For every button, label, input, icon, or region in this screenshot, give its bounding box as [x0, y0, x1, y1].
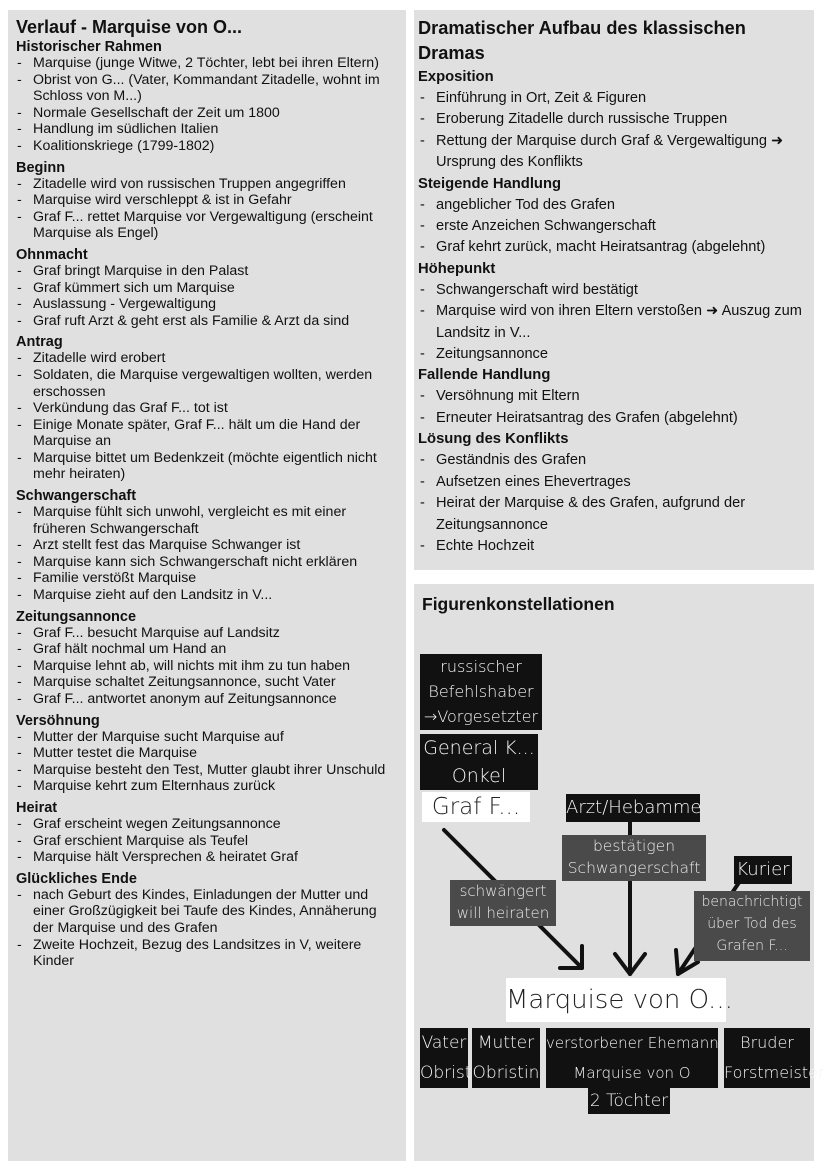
general-line-2: Onkel — [451, 765, 507, 787]
section-title: Schwangerschaft — [16, 488, 137, 505]
impregnates-line-2: will heiraten — [456, 904, 550, 922]
daughters-box — [588, 1088, 670, 1114]
mother-line-2: Obristin — [472, 1063, 540, 1083]
mother-line-1: Mutter — [477, 1033, 535, 1053]
list-item: - Familie verstößt Marquise — [16, 570, 398, 587]
confirm-line-2: Schwangerschaft — [567, 859, 701, 877]
list-item: - Zitadelle wird von russischen Truppen angegriffen — [16, 176, 398, 193]
section-title: Höhepunkt — [418, 260, 496, 277]
section-list — [418, 280, 810, 366]
list-item: - Aufsetzen eines Ehevertrages — [418, 472, 810, 493]
impregnates-box — [450, 880, 556, 926]
section-title: Exposition — [418, 69, 494, 85]
list-item: - Marquise besteht den Test, Mutter glaubt ihrer Unschuld — [16, 762, 398, 779]
list-item: - Zeitungsannonce — [418, 344, 810, 365]
russian-line-3: →Vorgesetzter — [423, 707, 539, 726]
list-item: - Graf F... rettet Marquise vor Vergewaltigung (erscheint Marquise als Engel) — [16, 209, 398, 242]
course-panel — [8, 10, 406, 1161]
section-title: Lösung des Konflikts — [418, 431, 569, 448]
notified-line-2: über Tod des — [707, 916, 797, 932]
section-title: Zeitungsannonce — [16, 608, 137, 625]
section-title: Ohnmacht — [16, 246, 88, 263]
late-husband-line-1: verstorbener Ehemann — [546, 1034, 719, 1052]
impregnates-line-1: schwängert — [459, 882, 547, 900]
list-item: - Marquise hält Versprechen & heiratet Graf — [16, 849, 398, 866]
list-item: - nach Geburt des Kindes, Einladungen der Mutter und einer Großzügigkeit bei Taufe des Kindes, Annäherung der Marquise und des Grafen — [16, 887, 398, 937]
section-list — [16, 176, 398, 242]
father-line-1: Vater — [421, 1033, 467, 1053]
section-list — [16, 816, 398, 866]
list-item: - Normale Gesellschaft der Zeit um 1800 — [16, 105, 398, 122]
section-list — [418, 195, 810, 259]
list-item: - Zitadelle wird erobert — [16, 350, 398, 367]
course-title: Verlauf - Marquise von O... — [16, 17, 243, 37]
list-item: - Marquise fühlt sich unwohl, vergleicht es mit einer früheren Schwangerschaft — [16, 504, 398, 537]
course-sections — [16, 39, 398, 970]
kurier-label: Kurier — [736, 859, 790, 880]
general-line-1: General K... — [423, 737, 535, 759]
list-item: - Graf kehrt zurück, macht Heiratsantrag (abgelehnt) — [418, 237, 810, 258]
notified-line-3: Grafen F... — [716, 938, 788, 954]
section-list — [418, 88, 810, 174]
list-item: - Graf erscheint wegen Zeitungsannonce — [16, 816, 398, 833]
section-title: Glückliches Ende — [16, 870, 137, 887]
list-item: - Einführung in Ort, Zeit & Figuren — [418, 88, 810, 109]
list-item: - Marquise (junge Witwe, 2 Töchter, lebt bei ihren Eltern) — [16, 55, 398, 72]
figure-constellation-title: Figurenkonstellationen — [422, 594, 615, 614]
list-item: - Graf F... antwortet anonym auf Zeitungsannonce — [16, 691, 398, 708]
section-list — [418, 450, 810, 557]
section-title: Historischer Rahmen — [16, 39, 162, 55]
figure-constellation-panel — [414, 584, 825, 1161]
section-title: Heirat — [16, 799, 58, 816]
list-item: - Auslassung - Vergewaltigung — [16, 296, 398, 313]
section-list — [16, 729, 398, 795]
brother-line-1: Bruder — [740, 1033, 794, 1052]
list-item: - Marquise wird von ihren Eltern verstoßen ➜ Auszug zum Landsitz in V... — [418, 301, 810, 344]
mother-box — [472, 1028, 540, 1088]
drama-structure-title: Dramatischer Aufbau des klassischen Dramas — [418, 18, 746, 63]
list-item: - Marquise bittet um Bedenkzeit (möchte eigentlich nicht mehr heiraten) — [16, 450, 398, 483]
late-husband-box — [546, 1028, 718, 1088]
list-item: - Einige Monate später, Graf F... hält um die Hand der Marquise an — [16, 417, 398, 450]
section-list — [16, 350, 398, 483]
section-title: Antrag — [16, 334, 63, 351]
list-item: - Graf erschient Marquise als Teufel — [16, 833, 398, 850]
section-list — [16, 887, 398, 970]
daughters-label: 2 Töchter — [589, 1091, 669, 1111]
list-item: - Obrist von G... (Vater, Kommandant Zitadelle, wohnt im Schloss von M...) — [16, 72, 398, 105]
russian-commander-box — [420, 654, 542, 730]
list-item: - Koalitionskriege (1799-1802) — [16, 138, 398, 155]
list-item: - Geständnis des Grafen — [418, 450, 810, 471]
list-item: - Marquise kehrt zum Elternhaus zurück — [16, 778, 398, 795]
list-item: - Mutter der Marquise sucht Marquise auf — [16, 729, 398, 746]
list-item: - Handlung im südlichen Italien — [16, 121, 398, 138]
list-item: - erste Anzeichen Schwangerschaft — [418, 216, 810, 237]
list-item: - Graf hält nochmal um Hand an — [16, 641, 398, 658]
father-line-2: Obrist — [420, 1063, 472, 1083]
brother-line-2: Forstmeister — [724, 1063, 825, 1082]
notified-line-1: benachrichtigt — [701, 894, 803, 910]
russian-line-1: russischer — [440, 657, 522, 676]
section-title: Versöhnung — [16, 712, 100, 729]
section-title: Beginn — [16, 159, 66, 176]
confirm-pregnancy-box — [562, 835, 706, 881]
arzt-box — [566, 794, 700, 822]
russian-line-2: Befehlshaber — [428, 682, 534, 701]
list-item: - Schwangerschaft wird bestätigt — [418, 280, 810, 301]
list-item: - Versöhnung mit Eltern — [418, 386, 810, 407]
kurier-box — [734, 856, 792, 884]
drama-sections — [418, 67, 810, 557]
general-box — [420, 734, 538, 790]
list-item: - Zweite Hochzeit, Bezug des Landsitzes in V, weitere Kinder — [16, 937, 398, 970]
graf-box — [422, 792, 530, 822]
list-item: - angeblicher Tod des Grafen — [418, 195, 810, 216]
section-list — [418, 386, 810, 429]
list-item: - Verkündung das Graf F... tot ist — [16, 400, 398, 417]
section-list — [16, 504, 398, 604]
list-item: - Marquise zieht auf den Landsitz in V... — [16, 587, 398, 604]
section-list — [16, 55, 398, 155]
list-item: - Marquise kann sich Schwangerschaft nicht erklären — [16, 554, 398, 571]
list-item: - Mutter testet die Marquise — [16, 745, 398, 762]
notified-box — [694, 891, 810, 961]
drama-structure-panel — [414, 10, 814, 570]
father-box — [420, 1028, 472, 1088]
list-item: - Marquise wird verschleppt & ist in Gefahr — [16, 192, 398, 209]
section-list — [16, 263, 398, 329]
list-item: - Echte Hochzeit — [418, 536, 810, 557]
list-item: - Soldaten, die Marquise vergewaltigen wollten, werden erschossen — [16, 367, 398, 400]
list-item: - Marquise lehnt ab, will nichts mit ihm zu tun haben — [16, 658, 398, 675]
late-husband-line-2: Marquise von O — [573, 1064, 691, 1082]
section-title: Steigende Handlung — [418, 175, 562, 192]
list-item: - Graf F... besucht Marquise auf Landsitz — [16, 625, 398, 642]
list-item: - Marquise schaltet Zeitungsannonce, sucht Vater — [16, 674, 398, 691]
graf-label: Graf F... — [431, 794, 521, 820]
arzt-label: Arzt/Hebamme — [566, 797, 702, 818]
list-item: - Rettung der Marquise durch Graf & Vergewaltigung ➜ Ursprung des Konflikts — [418, 131, 810, 174]
list-item: - Graf bringt Marquise in den Palast — [16, 263, 398, 280]
list-item: - Graf ruft Arzt & geht erst als Familie & Arzt da sind — [16, 313, 398, 330]
list-item: - Graf kümmert sich um Marquise — [16, 280, 398, 297]
list-item: - Erneuter Heiratsantrag des Grafen (abgelehnt) — [418, 408, 810, 429]
list-item: - Eroberung Zitadelle durch russische Truppen — [418, 109, 810, 130]
marquise-box — [506, 978, 733, 1022]
list-item: - Heirat der Marquise & des Grafen, aufgrund der Zeitungsannonce — [418, 493, 810, 536]
marquise-label: Marquise von O... — [506, 985, 733, 1015]
brother-box — [724, 1028, 825, 1088]
list-item: - Arzt stellt fest das Marquise Schwanger ist — [16, 537, 398, 554]
section-title: Fallende Handlung — [418, 367, 551, 384]
confirm-line-1: bestätigen — [592, 837, 676, 855]
section-list — [16, 625, 398, 708]
